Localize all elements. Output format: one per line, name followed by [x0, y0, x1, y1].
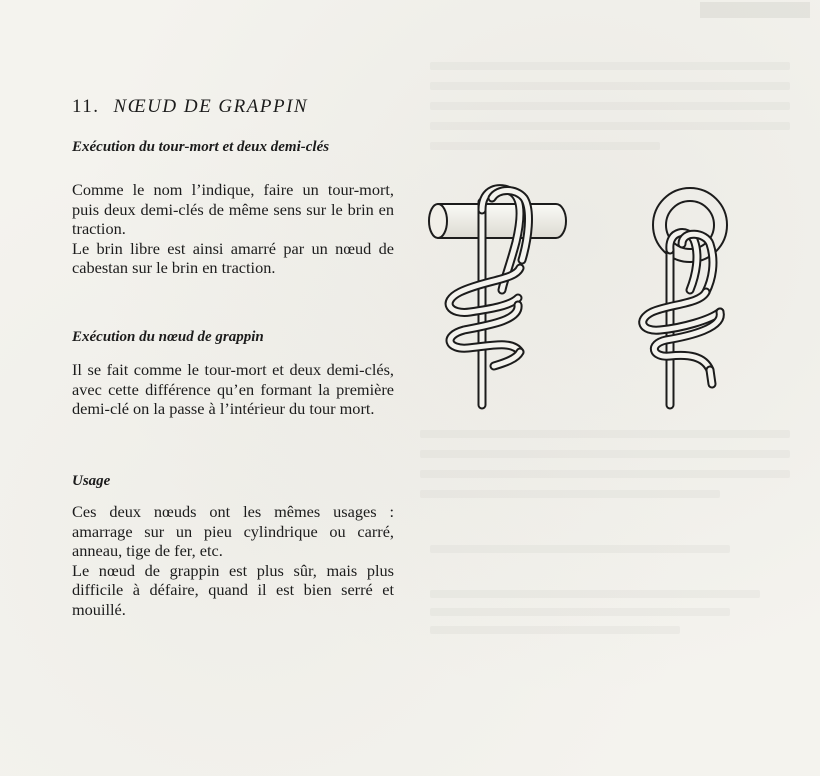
rope-free-end: [710, 370, 712, 384]
bleed-through-line: [430, 626, 680, 634]
bleed-through-line: [420, 450, 790, 458]
knot-on-bar-figure: [429, 189, 566, 405]
bleed-through-line: [430, 62, 790, 70]
paragraph: Le nœud de grappin est plus sûr, mais plus difficile à défaire, quand il est bien serré et mouillé.: [72, 560, 394, 619]
bleed-through-line: [430, 102, 790, 110]
bleed-through-header: [700, 2, 810, 18]
text-block-tour-mort: [72, 180, 394, 278]
knot-on-ring-figure: [643, 188, 727, 405]
bleed-through-line: [430, 590, 760, 598]
subheading-grappin: Exécution du nœud de grappin: [72, 329, 264, 345]
bleed-through-line: [430, 608, 730, 616]
paragraph: Comme le nom l’indique, faire un tour-mort, puis deux demi-clés de même sens sur le brin en traction.: [72, 180, 394, 239]
bar-icon: [429, 204, 566, 238]
knot-illustrations: [420, 180, 760, 410]
rope-free-end: [494, 352, 520, 366]
bleed-through-line: [420, 490, 720, 498]
subheading-usage: Usage: [72, 473, 111, 489]
paragraph: Le brin libre est ainsi amarré par un nœud de cabestan sur le brin en traction.: [72, 238, 394, 278]
bleed-through-line: [430, 545, 730, 553]
text-block-grappin: [72, 360, 394, 419]
section-title-text: NŒUD DE GRAPPIN: [113, 96, 309, 117]
subheading-tour-mort: Exécution du tour-mort et deux demi-clés: [72, 139, 330, 155]
bleed-through-line: [430, 82, 790, 90]
section-number: 11.: [72, 96, 100, 117]
section-title: [72, 96, 308, 118]
text-block-usage: [72, 502, 394, 620]
bleed-through-line: [430, 142, 660, 150]
bleed-through-line: [420, 470, 790, 478]
paragraph: Il se fait comme le tour-mort et deux demi-clés, avec cette différence qu’en formant la première demi-clé on la passe à l’intérieur du tour mort.: [72, 360, 394, 419]
paragraph: Ces deux nœuds ont les mêmes usages : amarrage sur un pieu cylindrique ou carré, anneau, tige de fer, etc.: [72, 502, 394, 561]
bleed-through-line: [430, 122, 790, 130]
bleed-through-line: [420, 430, 790, 438]
